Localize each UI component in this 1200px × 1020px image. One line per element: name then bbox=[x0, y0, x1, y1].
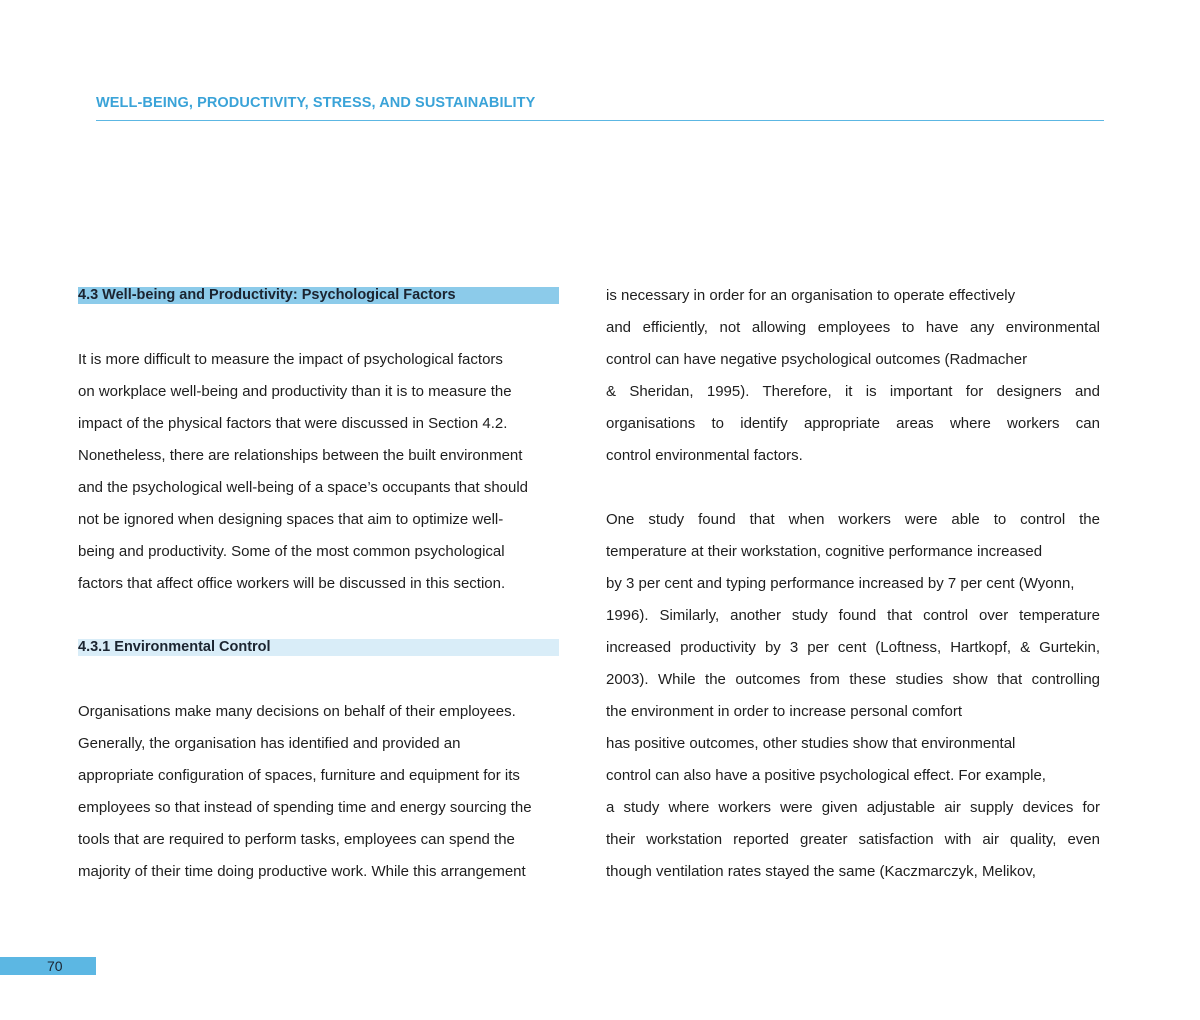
text-line: has positive outcomes, other studies show that environmental bbox=[606, 735, 1016, 752]
text-line: and the psychological well-being of a space’s occupants that should bbox=[78, 479, 529, 496]
paragraph-gap bbox=[78, 664, 559, 696]
right-column bbox=[606, 280, 1100, 888]
text-line: It is more difficult to measure the impact of psychological factors bbox=[78, 351, 503, 368]
section-heading: 4.3 Well-being and Productivity: Psychological Factors bbox=[78, 287, 559, 304]
text-line: on workplace well-being and productivity than it is to measure the bbox=[78, 383, 512, 400]
text-line: Generally, the organisation has identified and provided an bbox=[78, 735, 461, 752]
text-line: temperature at their workstation, cognitive performance increased bbox=[606, 543, 1043, 560]
text-line: control can also have a positive psychological effect. For example, bbox=[606, 767, 1046, 784]
text-line: 2003). While the outcomes from these studies show that controlling bbox=[606, 671, 1100, 688]
running-header: WELL-BEING, PRODUCTIVITY, STRESS, AND SUSTAINABILITY bbox=[96, 95, 536, 111]
text-line: Nonetheless, there are relationships between the built environment bbox=[78, 447, 523, 464]
text-line: the environment in order to increase personal comfort bbox=[606, 703, 963, 720]
text-line: control environmental factors. bbox=[606, 447, 803, 464]
text-line: and efficiently, not allowing employees to have any environmental bbox=[606, 319, 1100, 336]
paragraph-psychological-factors bbox=[78, 344, 559, 600]
text-line: a study where workers were given adjustable air supply devices for bbox=[606, 799, 1100, 816]
text-line: not be ignored when designing spaces that aim to optimize well- bbox=[78, 511, 504, 528]
text-line: employees so that instead of spending time and energy sourcing the bbox=[78, 799, 532, 816]
text-line: their workstation reported greater satisfaction with air quality, even bbox=[606, 831, 1100, 848]
paragraph-gap bbox=[78, 312, 559, 344]
text-line: 1996). Similarly, another study found that control over temperature bbox=[606, 607, 1100, 624]
header-divider bbox=[96, 120, 1104, 121]
text-line: appropriate configuration of spaces, furniture and equipment for its bbox=[78, 767, 520, 784]
text-line: Organisations make many decisions on behalf of their employees. bbox=[78, 703, 516, 720]
text-line: control can have negative psychological outcomes (Radmacher bbox=[606, 351, 1028, 368]
paragraph-environmental-control bbox=[78, 696, 559, 888]
text-line: & Sheridan, 1995). Therefore, it is important for designers and bbox=[606, 383, 1100, 400]
text-line: One study found that when workers were able to control the bbox=[606, 511, 1100, 528]
paragraph-study-findings bbox=[606, 504, 1100, 888]
text-line: factors that affect office workers will be discussed in this section. bbox=[78, 575, 506, 592]
text-line: being and productivity. Some of the most common psychological bbox=[78, 543, 505, 560]
text-line: majority of their time doing productive work. While this arrangement bbox=[78, 863, 526, 880]
text-line: tools that are required to perform tasks, employees can spend the bbox=[78, 831, 515, 848]
paragraph-gap bbox=[606, 472, 1100, 504]
text-line: increased productivity by 3 per cent (Loftness, Hartkopf, & Gurtekin, bbox=[606, 639, 1100, 656]
left-column bbox=[78, 280, 559, 888]
text-line: though ventilation rates stayed the same (Kaczmarczyk, Melikov, bbox=[606, 863, 1036, 880]
subsection-heading: 4.3.1 Environmental Control bbox=[78, 639, 559, 656]
text-line: organisations to identify appropriate areas where workers can bbox=[606, 415, 1100, 432]
text-line: is necessary in order for an organisation to operate effectively bbox=[606, 287, 1016, 304]
paragraph-gap bbox=[78, 600, 559, 632]
paragraph-continued bbox=[606, 280, 1100, 472]
page-number: 70 bbox=[47, 958, 63, 974]
text-line: impact of the physical factors that were discussed in Section 4.2. bbox=[78, 415, 508, 432]
text-line: by 3 per cent and typing performance increased by 7 per cent (Wyonn, bbox=[606, 575, 1075, 592]
